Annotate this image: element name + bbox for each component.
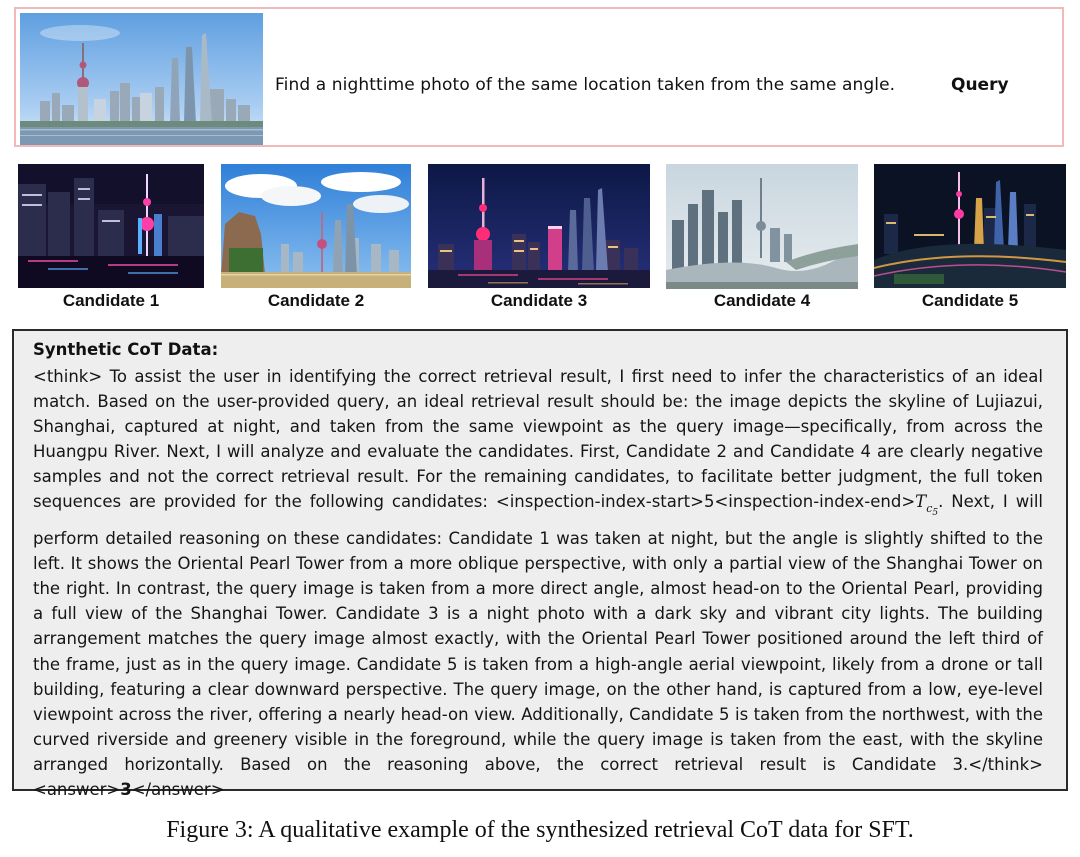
query-panel: [14, 7, 1064, 147]
cot-data-panel: [12, 329, 1068, 799]
candidate-4-label: Candidate 4: [713, 291, 811, 310]
cot-title: Synthetic CoT Data:: [33, 340, 219, 359]
query-image: [20, 13, 263, 145]
candidate-3-label: Candidate 3: [490, 291, 588, 310]
candidate-3-image: [428, 164, 650, 288]
cot-text-part-1: <think> To assist the user in identifying the correct retrieval result, I first need to infer the characteristics of an ideal match. Based on the user-provided query, an ideal retrieval result should be: the image depicts the skyline of Lujiazui, Shanghai, captured at night, and taken from the same viewpoint as the query image—specifically, from across the Huangpu River. Next, I will analyze and evaluate the candidates. First, Candidate 2 and Candidate 4 are clearly negative samples and not the correct retrieval result. For the remaining candidates, to facilitate better judgment, the full token sequences are provided for the following candidates: <inspection-index-start>5<inspection-index-end>: [33, 367, 1043, 512]
candidate-5-image: [874, 164, 1066, 288]
figure-caption: Figure 3: A qualitative example of the synthesized retrieval CoT data for SFT.: [166, 817, 914, 843]
cot-body: [33, 364, 1043, 802]
candidate-2-image: [221, 164, 411, 288]
candidate-1-image: [18, 164, 204, 288]
query-text: Find a nighttime photo of the same location taken from the same angle.: [275, 75, 896, 95]
cot-text-part-3: </answer>: [131, 779, 225, 799]
candidate-4-image: [666, 164, 858, 289]
candidate-1-label: Candidate 1: [62, 291, 160, 310]
candidate-2-label: Candidate 2: [267, 291, 365, 310]
answer-value: 3: [120, 779, 132, 799]
cot-text-part-2: . Next, I will perform detailed reasoning on these candidates: Candidate 1 was taken at night, but the angle is slightly shifted to the left. It shows the Oriental Pearl Tower from a more oblique perspective, with only a partial view of the Shanghai Tower on the right. In contrast, the query image is taken from a more direct angle, almost head-on to the Oriental Pearl, providing a full view of the Shanghai Tower. Candidate 3 is a night photo with a dark sky and vibrant city lights. The building arrangement matches the query image almost exactly, with the Oriental Pearl Tower positioned around the left third of the frame, just as in the query image. Candidate 5 is taken from a high-angle aerial viewpoint, likely from a drone or tall building, featuring a clear downward perspective. The query image, on the other hand, is captured from a low, eye-level viewpoint across the river, offering a nearly head-on view. Additionally, Candidate 5 is taken from the northwest, with the curved riverside and greenery visible in the foreground, while the query image is taken from the east, with the skyline arranged horizontally. Based on the reasoning above, the correct retrieval result is Candidate 3.</think> <answer>: [33, 492, 1043, 799]
candidate-5-label: Candidate 5: [921, 291, 1019, 310]
query-label: Query: [951, 75, 1009, 95]
token-symbol: $T_{c_5}$: [915, 492, 939, 518]
